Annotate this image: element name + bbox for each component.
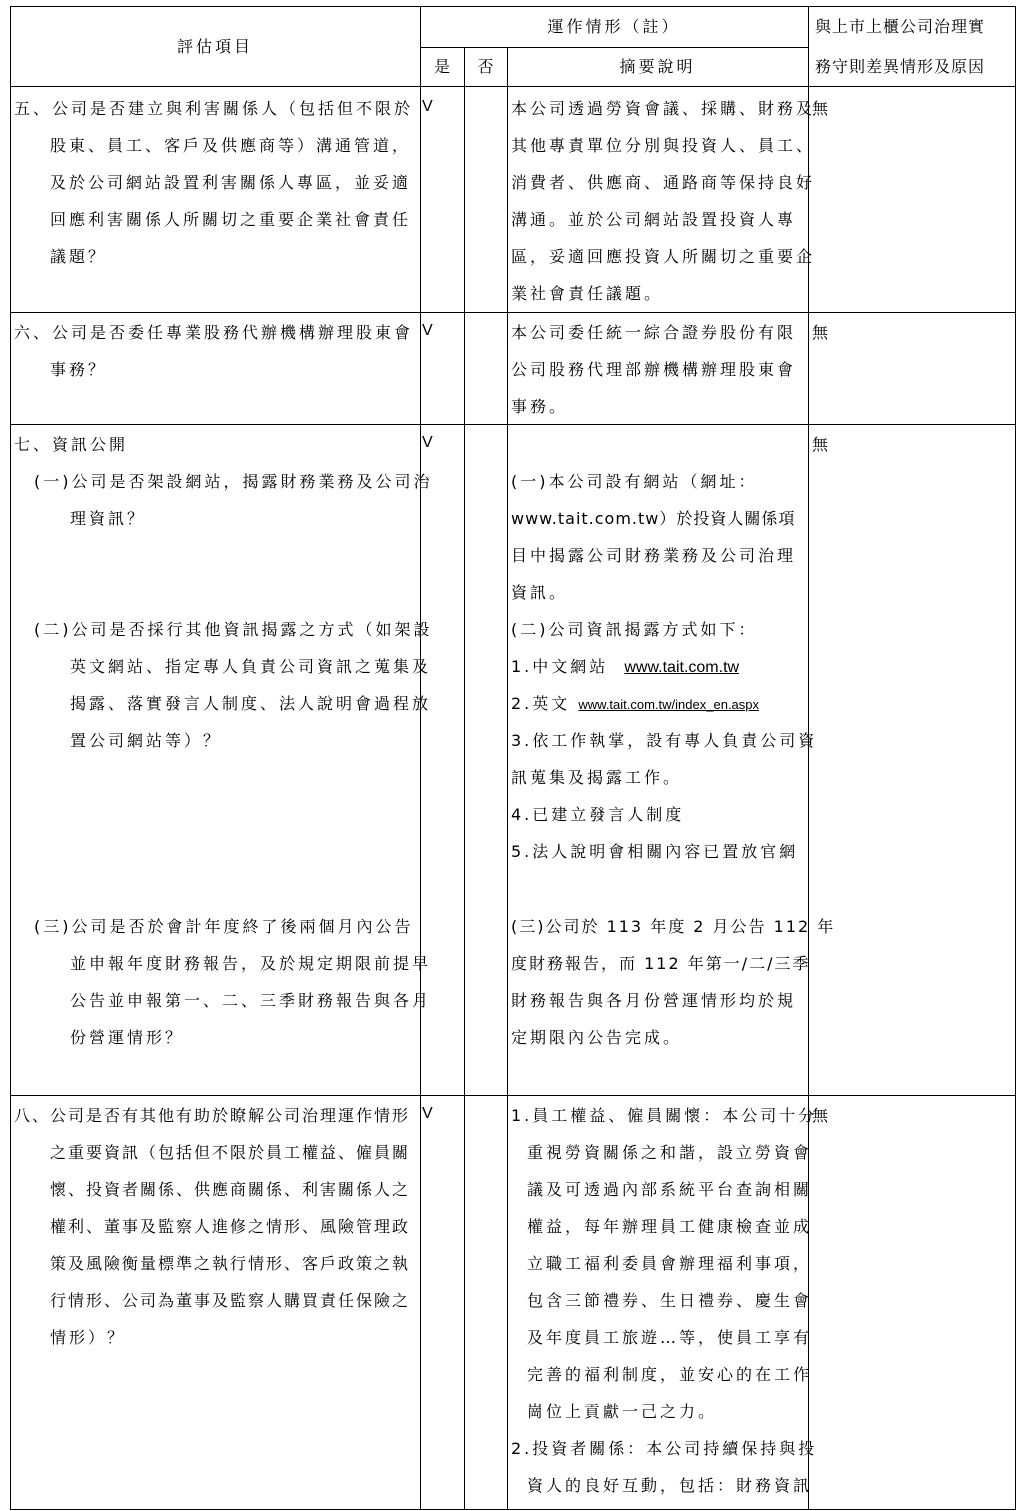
summary-text: (三)公司於 113 年度 2 月公告 112 年 (511, 917, 836, 936)
table-border-top (10, 6, 1016, 7)
col-divider (420, 6, 421, 1510)
item-text: 八、公司是否有其他有助於瞭解公司治理運作情形 (14, 1106, 411, 1125)
summary-text: www.tait.com.tw）於投資人關係項 (511, 509, 796, 528)
item-text: 策及風險衡量標準之執行情形、客戶政策之執 (50, 1254, 411, 1273)
sub-item-text: (二)公司是否採行其他資訊揭露之方式（如架設 (34, 620, 433, 639)
item-text: 股東、員工、客戶及供應商等）溝通管道， (50, 136, 412, 155)
diff-text: 無 (812, 99, 832, 118)
header-no: 否 (477, 57, 494, 76)
sub-item-text: 揭露、落實發言人制度、法人說明會過程放 (70, 694, 432, 713)
yes-mark: V (422, 1105, 433, 1122)
header-diff: 務守則差異情形及原因 (815, 57, 986, 76)
header-summary: 摘要說明 (619, 57, 696, 76)
item-text: 五、公司是否建立與利害關係人（包括但不限於 (14, 99, 414, 118)
summary-text: 資人的良好互動，包括：財務資訊 (527, 1476, 813, 1495)
sub-item-text: 英文網站、指定專人負責公司資訊之蒐集及 (70, 657, 432, 676)
summary-text: 議及可透過內部系統平台查詢相關 (527, 1180, 813, 1199)
table-border-left (10, 6, 11, 1510)
summary-text: 5.法人說明會相關內容已置放官網 (511, 842, 799, 861)
item-text: 事務？ (50, 360, 108, 379)
sub-item-text: 份營運情形？ (70, 1028, 185, 1047)
table-border-bottom (10, 1509, 1016, 1510)
table-border-right (1015, 6, 1016, 1510)
item-text: 及於公司網站設置利害關係人專區，並妥適 (50, 173, 412, 192)
summary-text: 及年度員工旅遊…等，使員工享有 (527, 1328, 813, 1347)
item-text: 七、資訊公開 (14, 435, 129, 454)
header-bottom (10, 86, 1016, 87)
item-text: 六、公司是否委任專業股務代辦機構辦理股東會 (14, 323, 414, 342)
header-status: 運作情形（註） (547, 17, 681, 36)
summary-text: 2.投資者關係：本公司持續保持與投 (511, 1439, 818, 1458)
summary-text: 事務。 (511, 397, 569, 416)
diff-text: 無 (812, 435, 832, 454)
sub-item-text: (一)公司是否架設網站，揭露財務業務及公司治 (34, 472, 433, 491)
header-yes: 是 (433, 57, 450, 76)
summary-text: 溝通。並於公司網站設置投資人專 (511, 210, 797, 229)
summary-text: 目中揭露公司財務業務及公司治理 (511, 546, 797, 565)
sub-item-text: 並申報年度財務報告，及於規定期限前提早 (70, 954, 432, 973)
yes-mark: V (422, 434, 433, 451)
item-text: 行情形、公司為董事及監察人購買責任保險之 (50, 1291, 411, 1310)
summary-text: 定期限內公告完成。 (511, 1028, 683, 1047)
summary-text: 本公司透過勞資會議、採購、財務及 (511, 99, 816, 118)
item-text: 議題？ (50, 247, 108, 266)
diff-text: 無 (812, 1106, 832, 1125)
summary-text: 度財務報告，而 112 年第一/二/三季 (511, 954, 811, 973)
summary-text: 訊蒐集及揭露工作。 (511, 768, 683, 787)
summary-text: 業社會責任議題。 (511, 284, 664, 303)
summary-text: 本公司委任統一綜合證券股份有限 (511, 323, 797, 342)
item-text: 權利、董事及監察人進修之情形、風險管理政 (50, 1217, 411, 1236)
sub-item-text: 公告並申報第一、二、三季財務報告與各月 (70, 991, 432, 1010)
summary-text: 權益，每年辦理員工健康檢查並成 (527, 1217, 813, 1236)
summary-text: (二)公司資訊揭露方式如下： (511, 620, 758, 639)
governance-table (10, 6, 1016, 1511)
header-item: 評估項目 (176, 37, 253, 56)
summary-text: 資訊。 (511, 583, 569, 602)
col-divider (464, 47, 465, 1510)
row-divider (10, 1095, 1016, 1096)
summary-text (511, 685, 759, 724)
summary-text: 區，妥適回應投資人所關切之重要企 (511, 247, 816, 266)
summary-text: 立職工福利委員會辦理福利事項， (527, 1254, 813, 1273)
diff-text: 無 (812, 323, 832, 342)
summary-text: 3.依工作執掌，設有專人負責公司資 (511, 731, 818, 750)
yes-mark: V (422, 322, 433, 339)
summary-text: 完善的福利制度，並安心的在工作 (527, 1365, 813, 1384)
summary-label: 2.英文 (511, 694, 571, 713)
sub-item-text: 理資訊？ (70, 509, 147, 528)
website-link[interactable]: www.tait.com.tw/index_en.aspx (578, 697, 760, 712)
summary-text: 公司股務代理部辦機構辦理股東會 (511, 360, 797, 379)
summary-text: 消費者、供應商、通路商等保持良好 (511, 173, 816, 192)
website-link[interactable]: www.tait.com.tw (624, 659, 740, 676)
summary-text: 1.員工權益、僱員關懷：本公司十分 (511, 1106, 818, 1125)
summary-text: 其他專責單位分別與投資人、員工、 (511, 136, 816, 155)
summary-text: (一)本公司設有網站（網址： (511, 472, 758, 491)
summary-label: 1.中文網站 (511, 657, 609, 676)
summary-text: 財務報告與各月份營運情形均於規 (511, 991, 797, 1010)
item-text: 懷、投資者關係、供應商關係、利害關係人之 (50, 1180, 411, 1199)
sub-item-text: 置公司網站等）？ (70, 731, 223, 750)
summary-text (511, 648, 739, 687)
summary-text: 包含三節禮券、生日禮券、慶生會 (527, 1291, 813, 1310)
col-divider (507, 47, 508, 1510)
header-diff: 與上市上櫃公司治理實 (815, 17, 986, 36)
item-text: 情形）？ (50, 1328, 127, 1347)
summary-text: 4.已建立發言人制度 (511, 805, 685, 824)
item-text: 回應利害關係人所關切之重要企業社會責任 (50, 210, 412, 229)
summary-text: 崗位上貢獻一己之力。 (527, 1402, 718, 1421)
sub-item-text: (三)公司是否於會計年度終了後兩個月內公告 (34, 917, 414, 936)
summary-text: 重視勞資關係之和諧，設立勞資會 (527, 1143, 813, 1162)
item-text: 之重要資訊（包括但不限於員工權益、僱員關 (50, 1143, 411, 1162)
yes-mark: V (422, 98, 433, 115)
